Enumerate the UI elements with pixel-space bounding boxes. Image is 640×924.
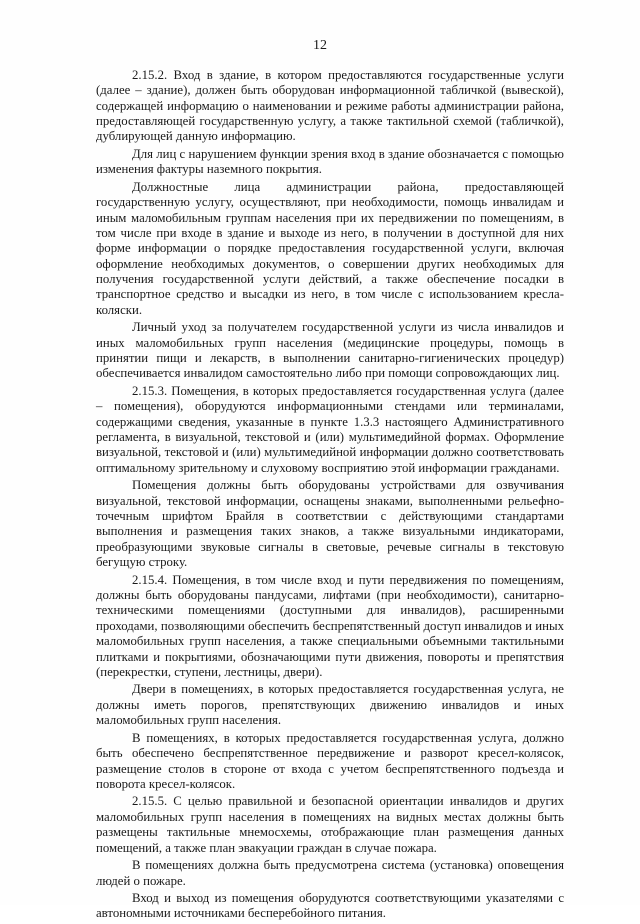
- paragraph-doors-no-thresholds: Двери в помещениях, в которых предоставляется государственная услуга, не должны иметь порогов, препятствующих движению инвалидов и иных маломобильных групп населения.: [96, 682, 564, 728]
- paragraph-wheelchair-movement: В помещениях, в которых предоставляется государственная услуга, должно быть обеспечено беспрепятственное передвижение и разворот кресел-колясок, размещение столов в стороне от входа с учетом беспрепятственного подъезда и поворота кресел-колясок.: [96, 730, 564, 791]
- paragraph-vision-impaired-entrance: Для лиц с нарушением функции зрения вход в здание обозначается с помощью изменения фактуры наземного покрытия.: [96, 147, 564, 177]
- paragraph-fire-alarm-system: В помещениях должна быть предусмотрена система (установка) оповещения людей о пожаре.: [96, 858, 564, 888]
- paragraph-2-15-5: 2.15.5. С целью правильной и безопасной ориентации инвалидов и других маломобильных групп населения в помещениях на видных местах должны быть размещены тактильные мнемосхемы, отображающие план размещения данных помещений, а также план эвакуации граждан в случае пожара.: [96, 794, 564, 855]
- paragraph-sound-and-braille-equipment: Помещения должны быть оборудованы устройствами для озвучивания визуальной, текстовой информации, оснащены знаками, выполненными рельефно-точечным шрифтом Брайля в соответствии с действующими стандартами выполнения и размещения таких знаков, а также визуальными индикаторами, преобразующими звуковые сигналы в световые, речевые сигналы в текстовую бегущую строку.: [96, 478, 564, 570]
- page-number: 12: [313, 38, 327, 53]
- paragraph-exit-signs: Вход и выход из помещения оборудуются соответствующими указателями с автономными источниками бесперебойного питания.: [96, 891, 564, 921]
- paragraph-2-15-3: 2.15.3. Помещения, в которых предоставляется государственная услуга (далее – помещения), оборудуются информационными стендами или терминалами, содержащими сведения, указанные в пункте 1.3.3 настоящего Административного регламента, в визуальной, текстовой и (или) мультимедийной формах. Оформление визуальной, текстовой и (или) мультимедийной информации должно соответствовать оптимальному зрительному и слуховому восприятию этой информации гражданами.: [96, 384, 564, 475]
- document-body: [96, 68, 564, 924]
- paragraph-personal-care: Личный уход за получателем государственной услуги из числа инвалидов и иных маломобильных групп населения (медицинские процедуры, помощь в принятии пищи и лекарств, в выполнении санитарно-гигиенических процедур) обеспечивается инвалидом самостоятельно либо при помощи сопровождающих лиц.: [96, 320, 564, 381]
- paragraph-2-15-2: 2.15.2. Вход в здание, в котором предоставляются государственные услуги (далее – здание), должен быть оборудован информационной табличкой (вывеской), содержащей информацию о наименовании и режиме работы администрации района, предоставляющей государственную услугу, а также тактильной схемой (табличкой), дублирующей данную информацию.: [96, 68, 564, 144]
- paragraph-officials-assistance: Должностные лица администрации района, предоставляющей государственную услугу, осуществляют, при необходимости, помощь инвалидам и иным маломобильным группам населения при их передвижении по помещениям, в том числе при входе в здание и выходе из него, в получении в доступной для них форме информации о порядке предоставления государственной услуги, включая оформление необходимых документов, о совершении других необходимых для получения государственной услуги действий, а также обеспечение посадки в транспортное средство и высадки из него, в том числе с использованием кресла-коляски.: [96, 180, 564, 317]
- paragraph-2-15-4: 2.15.4. Помещения, в том числе вход и пути передвижения по помещениям, должны быть оборудованы пандусами, лифтами (при необходимости), санитарно-техническими помещениями (доступными для инвалидов), расширенными проходами, позволяющими обеспечить беспрепятственный доступ инвалидов и иных маломобильных групп населения, а также специальными объемными тактильными плитками и покрытиями, обозначающими пути движения, повороты и препятствия (перекрестки, ступени, лестницы, двери).: [96, 572, 564, 679]
